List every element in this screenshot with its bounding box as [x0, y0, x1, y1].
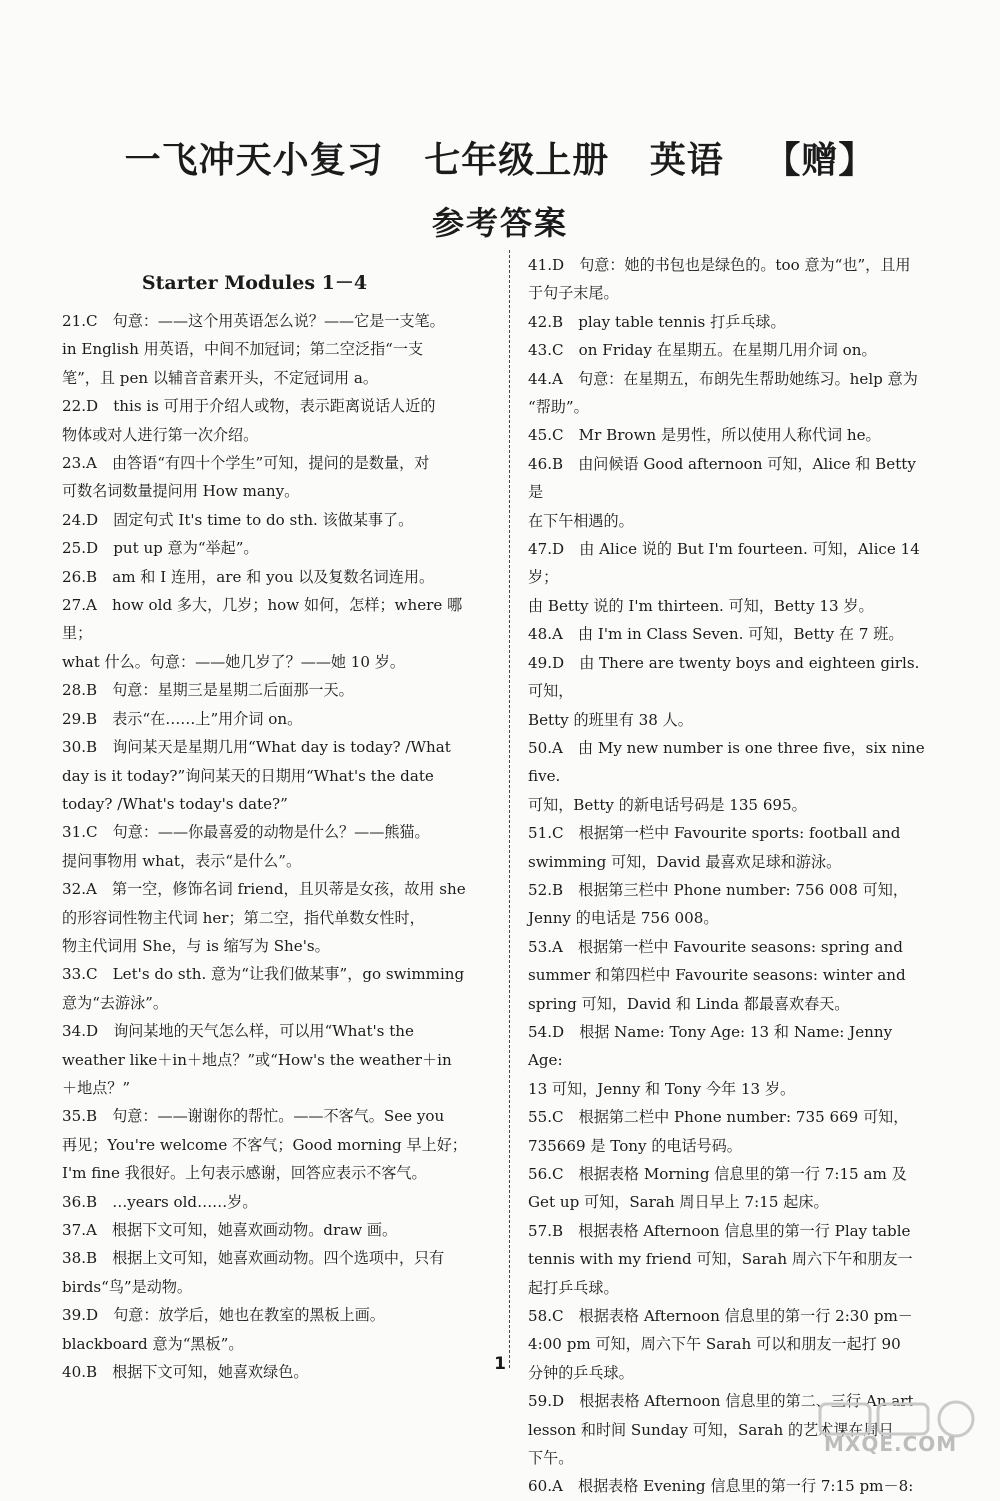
answer-line: 34.D 询问某地的天气怎么样，可以用“What's the: [62, 1022, 414, 1041]
answer-line: 42.B play table tennis 打乒乓球。: [528, 312, 786, 331]
watermark-text: MXQE.COM: [824, 1432, 958, 1456]
answer-line: birds“鸟”是动物。: [62, 1277, 193, 1296]
answer-line: Betty 的班里有 38 人。: [528, 710, 693, 729]
answer-line: 物体或对人进行第一次介绍。: [62, 425, 259, 444]
answer-line: 可知，Betty 的新电话号码是 135 695。: [528, 795, 807, 814]
answer-line: tennis with my friend 可知，Sarah 周六下午和朋友一: [528, 1250, 913, 1269]
answer-line: 意为“去游泳”。: [62, 993, 168, 1012]
page-number: 1: [494, 1354, 506, 1374]
answer-line: 再见；You're welcome 不客气；Good morning 早上好；: [62, 1135, 467, 1154]
answer-line: 40.B 根据下文可知，她喜欢绿色。: [62, 1363, 309, 1382]
answer-line: 31.C 句意：——你最喜爱的动物是什么？——熊猫。: [62, 823, 430, 842]
answer-line: 46.B 由问候语 Good afternoon 可知，Alice 和 Betty 是: [528, 454, 916, 502]
answer-line: swimming 可知，David 最喜欢足球和游泳。: [528, 852, 842, 871]
answer-line: weather like＋in＋地点？”或“How's the weather＋in: [62, 1050, 452, 1069]
document-subtitle: 参考答案: [431, 204, 568, 242]
answer-line: 可数名词数量提问用 How many。: [62, 482, 300, 501]
answer-line: 22.D this is 可用于介绍人或物，表示距离说话人近的: [62, 397, 436, 416]
answer-line: 23.A 由答语“有四十个学生”可知，提问的是数量，对: [62, 454, 430, 473]
answer-line: 41.D 句意：她的书包也是绿色的。too 意为“也”，且用: [528, 256, 911, 274]
answer-line: 59.D 根据表格 Afternoon 信息里的第二、三行 An art: [528, 1392, 914, 1411]
answer-line: summer 和第四栏中 Favourite seasons: winter and: [528, 966, 906, 985]
answer-line: 33.C Let's do sth. 意为“让我们做某事”，go swimming: [62, 965, 465, 984]
answer-line: 56.C 根据表格 Morning 信息里的第一行 7:15 am 及: [528, 1165, 907, 1183]
answer-line: 35.B 句意：——谢谢你的帮忙。——不客气。See you: [62, 1107, 445, 1126]
answer-line: 55.C 根据第二栏中 Phone number: 735 669 可知，: [528, 1108, 909, 1127]
answer-line: 38.B 根据上文可知，她喜欢画动物。四个选项中，只有: [62, 1249, 445, 1268]
answer-line: 53.A 根据第一栏中 Favourite seasons: spring and: [528, 937, 903, 956]
answer-line: 26.B am 和 I 连用，are 和 you 以及复数名词连用。: [62, 567, 435, 586]
answer-line: 25.D put up 意为“举起”。: [62, 539, 259, 558]
section-heading: Starter Modules 1－4: [141, 272, 368, 294]
answer-line: 51.C 根据第一栏中 Favourite sports: football and: [528, 824, 901, 843]
answer-line: 物主代词用 She，与 is 缩写为 She's。: [62, 936, 330, 955]
answer-line: 4:00 pm 可知，周六下午 Sarah 可以和朋友一起打 90: [528, 1335, 901, 1354]
answer-line: day is it today?”询问某天的日期用“What's the date: [62, 766, 434, 785]
answer-line: 32.A 第一空，修饰名词 friend，且贝蒂是女孩，故用 she: [62, 880, 466, 899]
answer-line: 分钟的乒乓球。: [528, 1363, 634, 1382]
answer-line: 54.D 根据 Name: Tony Age: 13 和 Name: Jenny Age:: [528, 1022, 893, 1070]
answer-line: Jenny 的电话是 756 008。: [528, 909, 719, 928]
answer-line: 由 Betty 说的 I'm thirteen. 可知，Betty 13 岁。: [528, 596, 874, 615]
answer-line: 48.A 由 I'm in Class Seven. 可知，Betty 在 7 班。: [528, 625, 904, 644]
answer-line: 28.B 句意：星期三是星期二后面那一天。: [62, 681, 354, 700]
answer-line: today? /What's today's date?”: [62, 794, 288, 813]
answer-line: I'm fine 我很好。上句表示感谢，回答应表示不客气。: [62, 1164, 427, 1183]
answer-line: “帮助”。: [528, 398, 589, 417]
answer-line: 30.B 询问某天是星期几用“What day is today? /What: [62, 738, 451, 757]
answer-line: 下午。: [528, 1449, 574, 1468]
column-divider: [509, 250, 510, 1368]
answer-line: 21.C 句意：——这个用英语怎么说？——它是一支笔。: [62, 312, 445, 330]
answer-line: in English 用英语，中间不加冠词；第二空泛指“一支: [62, 340, 424, 359]
answer-line: blackboard 意为“黑板”。: [62, 1334, 244, 1353]
document-title: 一飞冲天小复习 七年级上册 英语 【赠】: [124, 140, 876, 181]
answer-line: 47.D 由 Alice 说的 But I'm fourteen. 可知，Alice 14 岁；: [528, 540, 920, 587]
answer-line: 36.B …years old……岁。: [62, 1192, 258, 1211]
answer-line: 29.B 表示“在……上”用介词 on。: [62, 709, 303, 728]
answer-line: 于句子末尾。: [528, 284, 619, 303]
answer-line: ＋地点？”: [62, 1078, 131, 1097]
answer-line: lesson 和时间 Sunday 可知，Sarah 的艺术课在周日: [528, 1420, 894, 1439]
answer-line: spring 可知，David 和 Linda 都最喜欢春天。: [528, 994, 850, 1013]
answer-line: 58.C 根据表格 Afternoon 信息里的第一行 2:30 pm－: [528, 1307, 913, 1326]
answer-line: 13 可知，Jenny 和 Tony 今年 13 岁。: [528, 1079, 796, 1098]
answer-line: what 什么。句意：——她几岁了？——她 10 岁。: [62, 652, 405, 671]
answer-line: 60.A 根据表格 Evening 信息里的第一行 7:15 pm－8:: [528, 1477, 914, 1496]
answer-line: 起打乒乓球。: [528, 1278, 619, 1297]
answer-line: 52.B 根据第三栏中 Phone number: 756 008 可知，: [528, 880, 908, 899]
answer-line: 的形容词性物主代词 her；第二空，指代单数女性时，: [62, 908, 425, 927]
answer-line: Get up 可知，Sarah 周日早上 7:15 起床。: [528, 1193, 829, 1212]
answer-line: 50.A 由 My new number is one three five，six nine five.: [528, 738, 925, 786]
answer-line: 43.C on Friday 在星期五。在星期几用介词 on。: [528, 341, 877, 360]
left-answer-column: [62, 307, 492, 1386]
answer-line: 45.C Mr Brown 是男性，所以使用人称代词 he。: [528, 426, 881, 445]
answer-line: 27.A how old 多大，几岁；how 如何，怎样；where 哪里；: [62, 596, 463, 643]
answer-line: 39.D 句意：放学后，她也在教室的黑板上画。: [62, 1306, 385, 1325]
answer-line: 44.A 句意：在星期五，布朗先生帮助她练习。help 意为: [528, 369, 918, 388]
right-answer-column: [528, 251, 925, 1501]
answer-line: 735669 是 Tony 的电话号码。: [528, 1136, 742, 1155]
answer-line: 57.B 根据表格 Afternoon 信息里的第一行 Play table: [528, 1221, 911, 1240]
answer-line: 笔”，且 pen 以辅音音素开头，不定冠词用 a。: [62, 368, 379, 387]
answer-line: 49.D 由 There are twenty boys and eighteen girls. 可知，: [528, 653, 920, 701]
answer-line: 24.D 固定句式 It's time to do sth. 该做某事了。: [62, 510, 414, 529]
answer-line: 37.A 根据下文可知，她喜欢画动物。draw 画。: [62, 1221, 398, 1239]
answer-line: 提问事物用 what，表示“是什么”。: [62, 851, 302, 870]
answer-line: 在下午相遇的。: [528, 511, 634, 530]
